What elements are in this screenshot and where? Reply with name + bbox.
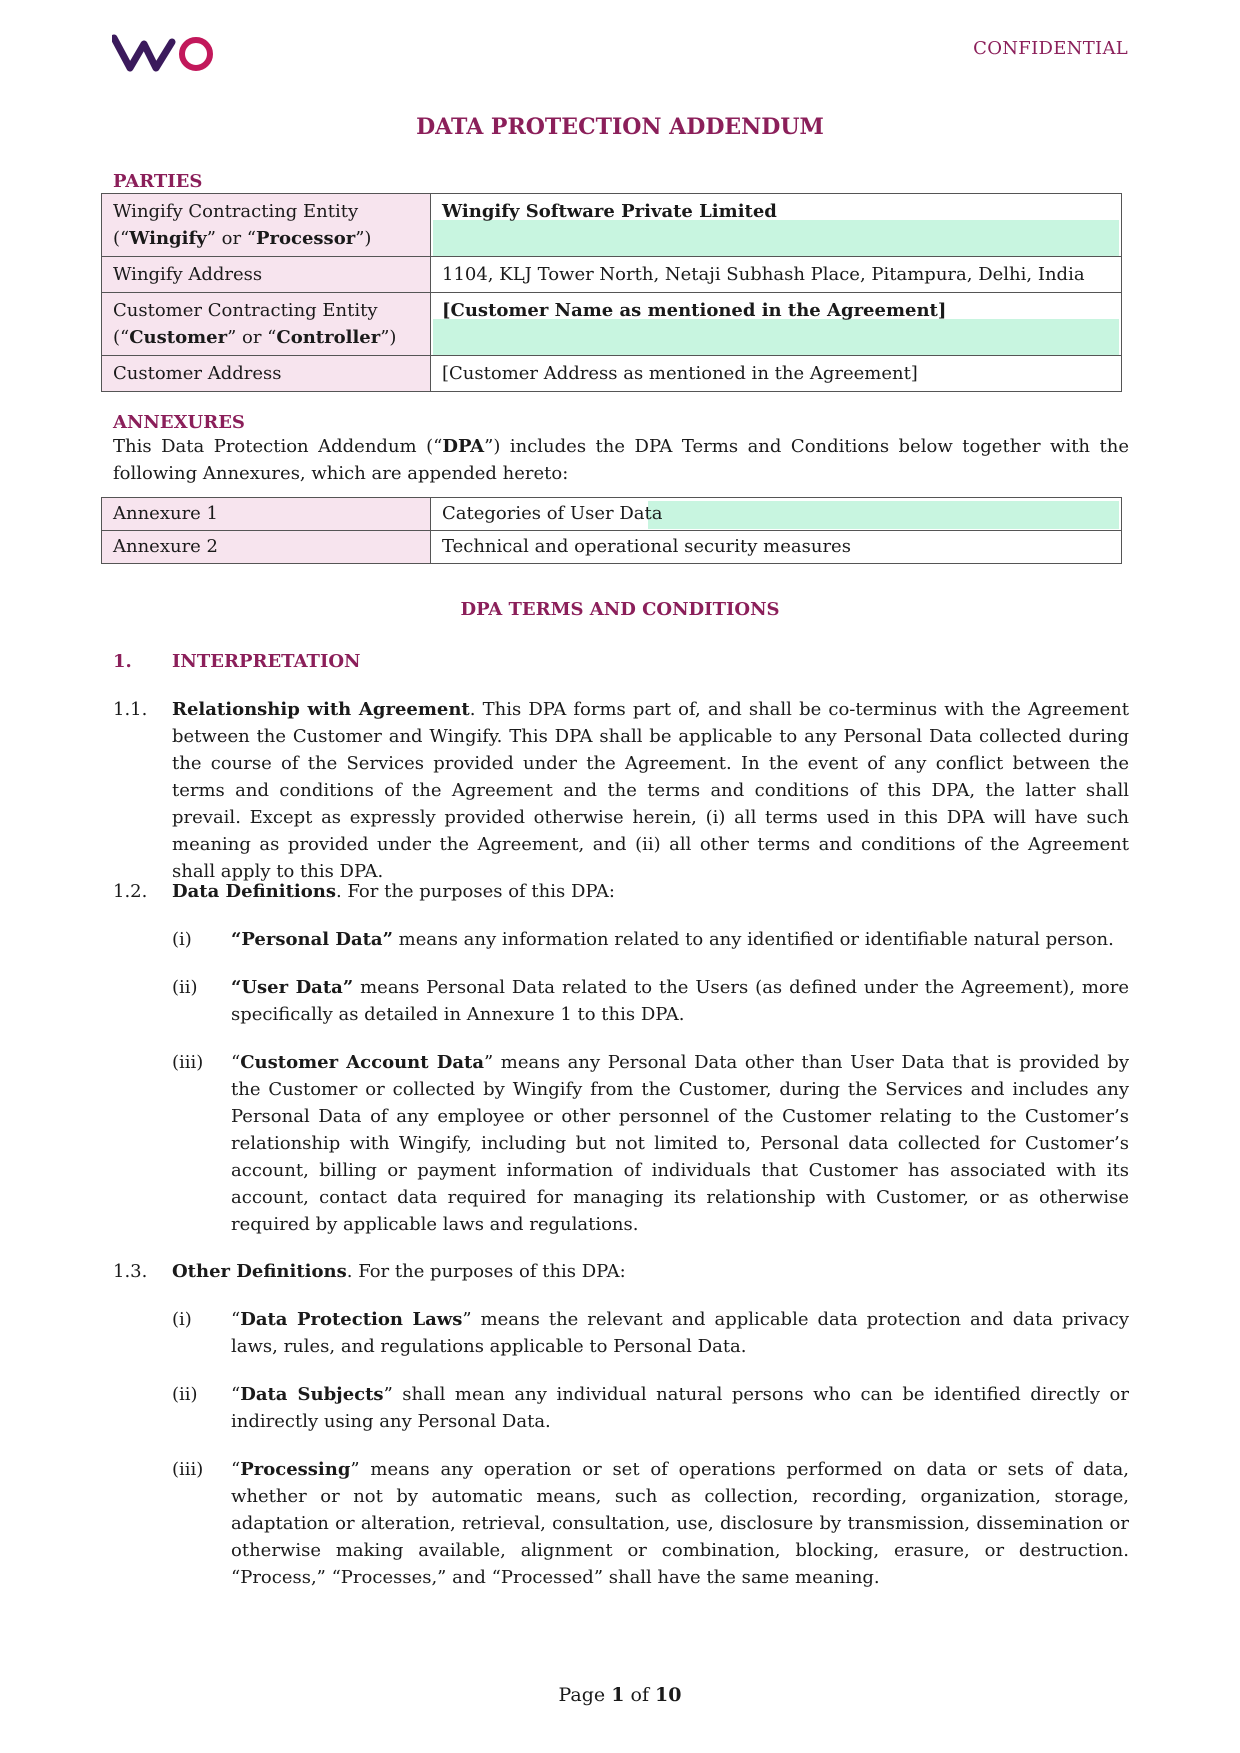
annexures-heading: ANNEXURES [113,412,245,433]
annexure-value: Technical and operational security measures [431,531,1122,564]
confidential-label: CONFIDENTIAL [973,38,1128,59]
table-row [102,531,1122,564]
terms-heading: DPA TERMS AND CONDITIONS [460,599,780,620]
clause-number: 1.2. [113,881,148,902]
table-row [102,257,1122,293]
definition-item: “User Data” means Personal Data related to the Users (as defined under the Agreement), more specifically as detailed in Annexure 1 to this DPA. [231,977,1129,1025]
definition-item: “Data Subjects” shall mean any individual natural persons who can be identified directly or indirectly using any Personal Data. [231,1384,1130,1432]
table-row [102,356,1122,392]
definition-item: “Customer Account Data” means any Personal Data other than User Data that is provided by the Customer or collected by Wingify from the Customer, during the Services and includes any Personal Data of any employee or other personnel of the Customer relating to the Customer’s relationship with Wingify, including but not limited to, Personal data collected for Customer’s account, billing or payment information of individuals that Customer has associated with its account, contact data required for managing its relationship with Customer, or as otherwise required by applicable laws and regulations. [231,1052,1129,1235]
table-row [102,194,1122,257]
definition-item: “Data Protection Laws” means the relevant and applicable data protection and data privacy laws, rules, and regulations applicable to Personal Data. [231,1309,1129,1357]
vwo-logo [112,34,232,78]
parties-heading: PARTIES [113,171,203,192]
party-label: Customer Contracting Entity (“Customer” or “Controller”) [102,293,431,356]
item-number: (i) [172,1309,192,1330]
table-row [102,293,1122,356]
clause-number: 1.1. [113,699,148,720]
document-title: DATA PROTECTION ADDENDUM [416,114,824,140]
item-number: (ii) [172,977,198,998]
clause-number: 1.3. [113,1261,148,1282]
item-number: (i) [172,929,192,950]
clause-1-2: Data Definitions. For the purposes of this DPA: [172,881,615,902]
party-label: Wingify Contracting Entity (“Wingify” or “Processor”) [102,194,431,257]
annexure-value: Categories of User Data [431,498,1122,531]
vwo-logo-icon [112,34,232,74]
table-row [102,498,1122,531]
definition-item: “Processing” means any operation or set of operations performed on data or sets of data, whether or not by automatic means, such as collection, recording, organization, storage, adaptation or alteration, retrieval, consultation, use, disclosure by transmission, dissemination or otherwise making available, alignment or combination, blocking, erasure, or destruction. “Process,” “Processes,” and “Processed” shall have the same meaning. [231,1459,1129,1588]
clause-1-1: Relationship with Agreement. This DPA forms part of, and shall be co-terminus with the Agreement between the Customer and Wingify. This DPA shall be applicable to any Personal Data collected during the course of the Services provided under the Agreement. In the event of any conflict between the terms and conditions of the Agreement and the terms and conditions of this DPA, the latter shall prevail. Except as expressly provided otherwise herein, (i) all terms used in this DPA will have such meaning as provided under the Agreement, and (ii) all other terms and conditions of the Agreement shall apply to this DPA. [172,699,1129,882]
item-number: (iii) [172,1459,204,1480]
annexures-intro: This Data Protection Addendum (“DPA”) includes the DPA Terms and Conditions below together with the following Annexures, which are appended hereto: [113,436,1129,484]
item-number: (iii) [172,1052,204,1073]
section-number: 1. [113,651,132,672]
party-value: [Customer Name as mentioned in the Agreement] [431,293,1122,356]
party-label: Wingify Address [102,257,431,293]
clause-1-3: Other Definitions. For the purposes of this DPA: [172,1261,626,1282]
page-footer: Page 1 of 10 [558,1684,682,1706]
annexures-table [101,497,1122,564]
annexure-label: Annexure 1 [102,498,431,531]
definition-item: “Personal Data” means any information related to any identified or identifiable natural person. [231,929,1114,950]
section-title: INTERPRETATION [172,651,361,672]
item-number: (ii) [172,1384,198,1405]
party-value: [Customer Address as mentioned in the Agreement] [431,356,1122,392]
party-label: Customer Address [102,356,431,392]
party-value: 1104, KLJ Tower North, Netaji Subhash Place, Pitampura, Delhi, India [431,257,1122,293]
annexure-label: Annexure 2 [102,531,431,564]
parties-table [101,193,1122,392]
party-value: Wingify Software Private Limited [431,194,1122,257]
